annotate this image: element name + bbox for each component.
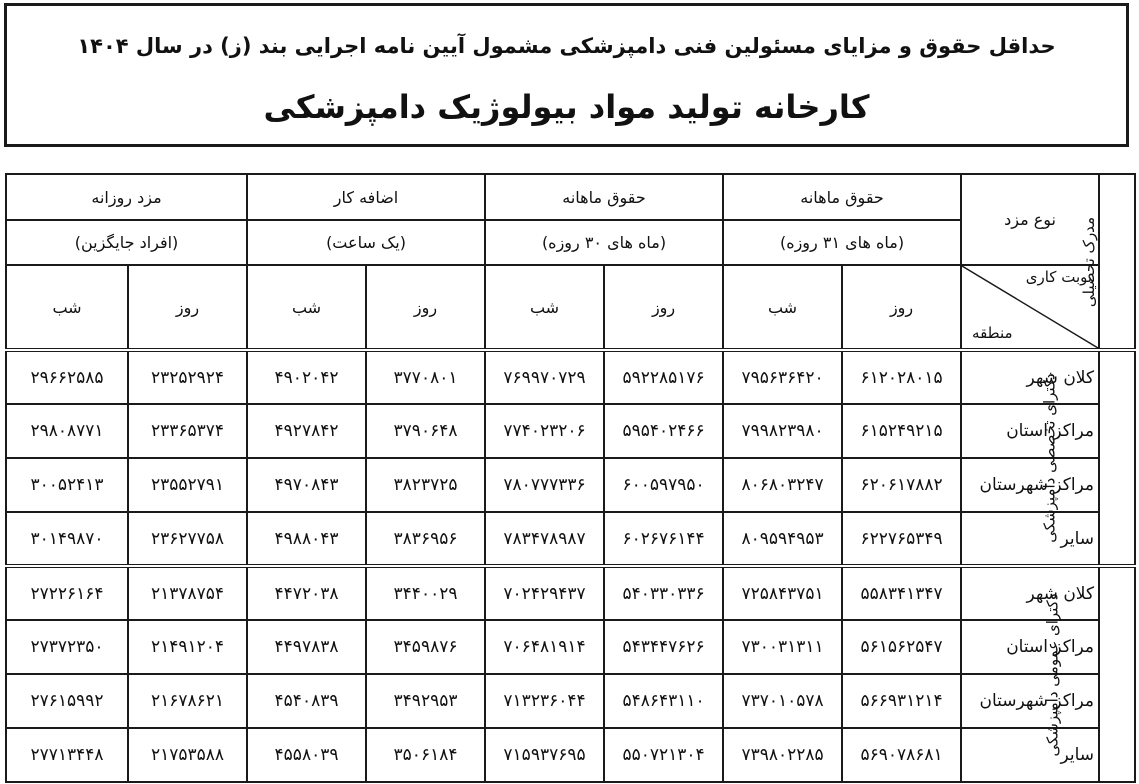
region-name: مراکز شهرستان: [961, 458, 1099, 512]
degree-label: دکترای تخصصی دامپزشکی: [1099, 350, 1135, 566]
night-value: ۲۹۶۶۲۵۸۵: [6, 350, 128, 404]
night-value: ۲۷۶۱۵۹۹۲: [6, 674, 128, 728]
night-value: ۳۰۱۴۹۸۷۰: [6, 512, 128, 566]
table-row: [6, 512, 1135, 566]
day-value: ۵۵۰۷۲۱۳۰۴: [604, 728, 723, 782]
table-row: [6, 674, 1135, 728]
night-value: ۷۰۲۴۲۹۴۳۷: [485, 566, 604, 620]
region-name: مراکز استان: [961, 620, 1099, 674]
category-subtitle: (افراد جایگزین): [6, 220, 247, 265]
category-title: حقوق ماهانه: [723, 174, 961, 220]
night-value: ۷۷۴۰۲۳۲۰۶: [485, 404, 604, 458]
day-value: ۶۱۲۰۲۸۰۱۵: [842, 350, 961, 404]
night-value: ۴۹۲۷۸۴۲: [247, 404, 366, 458]
night-value: ۷۹۵۶۳۶۴۲۰: [723, 350, 842, 404]
night-value: ۴۴۹۷۸۳۸: [247, 620, 366, 674]
title-line-2: کارخانه تولید مواد بیولوژیک دامپزشکی: [263, 88, 870, 126]
day-value: ۳۴۵۹۸۷۶: [366, 620, 485, 674]
degree-column-header: مدرک تحصیلی: [1099, 174, 1135, 350]
day-value: ۵۹۲۲۸۵۱۷۶: [604, 350, 723, 404]
night-header: شب: [6, 265, 128, 350]
day-value: ۳۷۹۰۶۴۸: [366, 404, 485, 458]
day-value: ۲۱۶۷۸۶۲۱: [128, 674, 247, 728]
day-header: روز: [842, 265, 961, 350]
night-value: ۴۹۸۸۰۴۳: [247, 512, 366, 566]
night-value: ۴۹۷۰۸۴۳: [247, 458, 366, 512]
night-header: شب: [485, 265, 604, 350]
table-row: [6, 620, 1135, 674]
day-value: ۵۶۱۵۶۲۵۴۷: [842, 620, 961, 674]
region-name: سایر: [961, 512, 1099, 566]
wage-table: [5, 173, 1136, 783]
day-value: ۶۱۵۲۴۹۲۱۵: [842, 404, 961, 458]
night-value: ۷۳۰۰۳۱۳۱۱: [723, 620, 842, 674]
day-value: ۲۳۶۲۷۷۵۸: [128, 512, 247, 566]
day-value: ۵۹۵۴۰۲۴۶۶: [604, 404, 723, 458]
day-value: ۲۱۴۹۱۲۰۴: [128, 620, 247, 674]
day-value: ۶۲۰۶۱۷۸۸۲: [842, 458, 961, 512]
day-value: ۳۸۲۳۷۲۵: [366, 458, 485, 512]
day-value: ۵۴۰۳۳۰۳۳۶: [604, 566, 723, 620]
night-value: ۴۵۵۸۰۳۹: [247, 728, 366, 782]
table-row: [6, 728, 1135, 782]
day-value: ۶۰۲۶۷۶۱۴۴: [604, 512, 723, 566]
category-subtitle: (ماه های ۳۱ روزه): [723, 220, 961, 265]
title-line-1: حداقل حقوق و مزایای مسئولین فنی دامپزشکی مشمول آیین نامه اجرایی بند (ز) در سال ۱۴۰۴: [77, 34, 1056, 58]
category-title: حقوق ماهانه: [485, 174, 723, 220]
day-value: ۶۲۲۷۶۵۳۴۹: [842, 512, 961, 566]
day-value: ۲۱۳۷۸۷۵۴: [128, 566, 247, 620]
shift-region-header: [961, 265, 1099, 350]
day-header: روز: [604, 265, 723, 350]
night-value: ۲۹۸۰۸۷۷۱: [6, 404, 128, 458]
region-name: مراکز استان: [961, 404, 1099, 458]
day-value: ۵۶۹۰۷۸۶۸۱: [842, 728, 961, 782]
wage-type-header: نوع مزد: [961, 174, 1099, 265]
day-value: ۲۳۲۵۲۹۲۴: [128, 350, 247, 404]
day-value: ۲۱۷۵۳۵۸۸: [128, 728, 247, 782]
night-value: ۷۶۹۹۷۰۷۲۹: [485, 350, 604, 404]
region-name: کلان شهر: [961, 350, 1099, 404]
night-header: شب: [723, 265, 842, 350]
day-value: ۳۴۹۲۹۵۳: [366, 674, 485, 728]
table-row: [6, 566, 1135, 620]
day-value: ۳۸۳۶۹۵۶: [366, 512, 485, 566]
category-title: اضافه کار: [247, 174, 485, 220]
night-header: شب: [247, 265, 366, 350]
category-subtitle: (ماه های ۳۰ روزه): [485, 220, 723, 265]
night-value: ۳۰۰۵۲۴۱۳: [6, 458, 128, 512]
night-value: ۸۰۹۵۹۴۹۵۳: [723, 512, 842, 566]
day-value: ۵۶۶۹۳۱۲۱۴: [842, 674, 961, 728]
night-value: ۴۹۰۲۰۴۲: [247, 350, 366, 404]
day-value: ۳۴۴۰۰۲۹: [366, 566, 485, 620]
night-value: ۷۳۹۸۰۲۲۸۵: [723, 728, 842, 782]
night-value: ۷۹۹۸۲۳۹۸۰: [723, 404, 842, 458]
day-value: ۲۳۵۵۲۷۹۱: [128, 458, 247, 512]
night-value: ۷۸۰۷۷۷۳۳۶: [485, 458, 604, 512]
region-name: مراکز شهرستان: [961, 674, 1099, 728]
night-value: ۷۲۵۸۴۳۷۵۱: [723, 566, 842, 620]
category-title: مزد روزانه: [6, 174, 247, 220]
night-value: ۷۱۵۹۳۷۶۹۵: [485, 728, 604, 782]
night-value: ۷۰۶۴۸۱۹۱۴: [485, 620, 604, 674]
category-subtitle: (یک ساعت): [247, 220, 485, 265]
night-value: ۴۴۷۲۰۳۸: [247, 566, 366, 620]
night-value: ۸۰۶۸۰۳۲۴۷: [723, 458, 842, 512]
region-name: سایر: [961, 728, 1099, 782]
day-value: ۳۷۷۰۸۰۱: [366, 350, 485, 404]
day-value: ۵۴۳۴۴۷۶۲۶: [604, 620, 723, 674]
day-value: ۵۵۸۳۴۱۳۴۷: [842, 566, 961, 620]
day-value: ۵۴۸۶۴۳۱۱۰: [604, 674, 723, 728]
title-box: [4, 3, 1129, 147]
region-name: کلان شهر: [961, 566, 1099, 620]
shift-label: نوبت کاری: [1025, 268, 1093, 286]
night-value: ۷۳۷۰۱۰۵۷۸: [723, 674, 842, 728]
day-value: ۲۳۳۶۵۳۷۴: [128, 404, 247, 458]
day-value: ۶۰۰۵۹۷۹۵۰: [604, 458, 723, 512]
day-header: روز: [128, 265, 247, 350]
night-value: ۷۸۳۴۷۸۹۸۷: [485, 512, 604, 566]
day-header: روز: [366, 265, 485, 350]
night-value: ۲۷۷۱۳۴۴۸: [6, 728, 128, 782]
night-value: ۷۱۳۲۳۶۰۴۴: [485, 674, 604, 728]
night-value: ۲۷۳۷۲۳۵۰: [6, 620, 128, 674]
region-label: منطقه: [972, 324, 1013, 342]
night-value: ۲۷۲۲۶۱۶۴: [6, 566, 128, 620]
night-value: ۴۵۴۰۸۳۹: [247, 674, 366, 728]
degree-label: دکترای عمومی دامپزشکی: [1099, 566, 1135, 782]
day-value: ۳۵۰۶۱۸۴: [366, 728, 485, 782]
table-row: [6, 350, 1135, 404]
